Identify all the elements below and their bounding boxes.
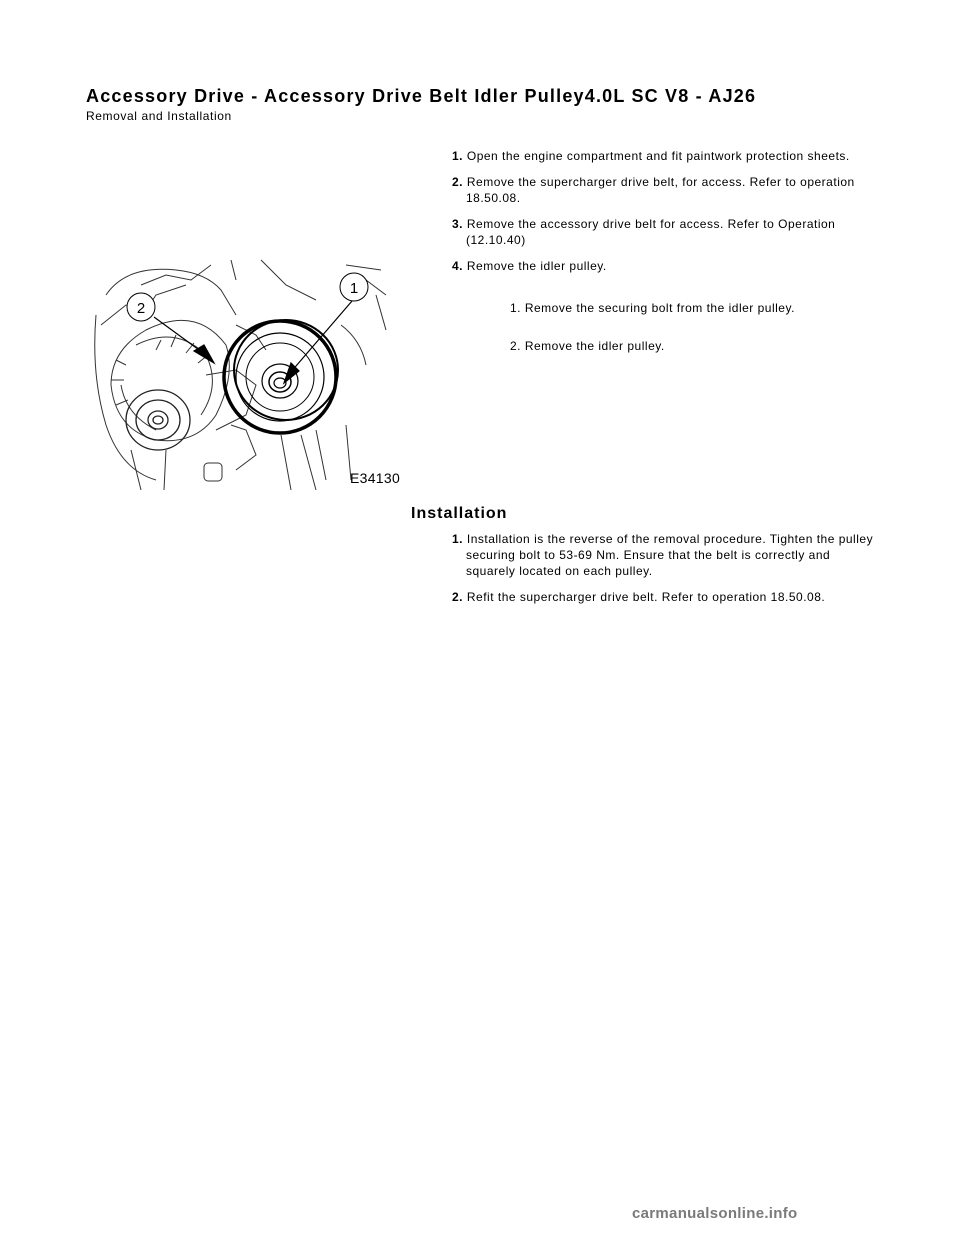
page-subtitle: Removal and Installation bbox=[86, 109, 232, 123]
removal-steps bbox=[452, 148, 882, 284]
installation-step-2: 2. Refit the supercharger drive belt. Refer to operation 18.50.08. bbox=[452, 590, 826, 604]
removal-step-2: 2. Remove the supercharger drive belt, for access. Refer to operation 18.50.08. bbox=[452, 175, 855, 205]
footer-watermark[interactable]: carmanualsonline.info bbox=[632, 1205, 798, 1222]
removal-step-1: 1. Open the engine compartment and fit paintwork protection sheets. bbox=[452, 149, 850, 163]
removal-step-3: 3. Remove the accessory drive belt for access. Refer to Operation (12.10.40) bbox=[452, 217, 836, 247]
removal-substep-1: 1. Remove the securing bolt from the idler pulley. bbox=[510, 301, 795, 315]
figure-id: E34130 bbox=[350, 470, 401, 486]
callout-1-label: 1 bbox=[349, 280, 359, 297]
installation-step-1: 1. Installation is the reverse of the removal procedure. Tighten the pulley securing bolt to 53-69 Nm. Ensure that the belt is correctly and squarely located on each pulley. bbox=[452, 532, 874, 578]
page-title: Accessory Drive - Accessory Drive Belt Idler Pulley4.0L SC V8 - AJ26 bbox=[86, 86, 757, 106]
installation-heading: Installation bbox=[411, 505, 508, 522]
installation-steps bbox=[452, 531, 882, 615]
removal-step-4: 4. Remove the idler pulley. bbox=[452, 259, 607, 273]
idler-pulley-illustration bbox=[86, 255, 426, 490]
removal-substep-2: 2. Remove the idler pulley. bbox=[510, 339, 665, 353]
engine-drawing bbox=[86, 255, 426, 490]
callout-2-label: 2 bbox=[136, 300, 146, 317]
